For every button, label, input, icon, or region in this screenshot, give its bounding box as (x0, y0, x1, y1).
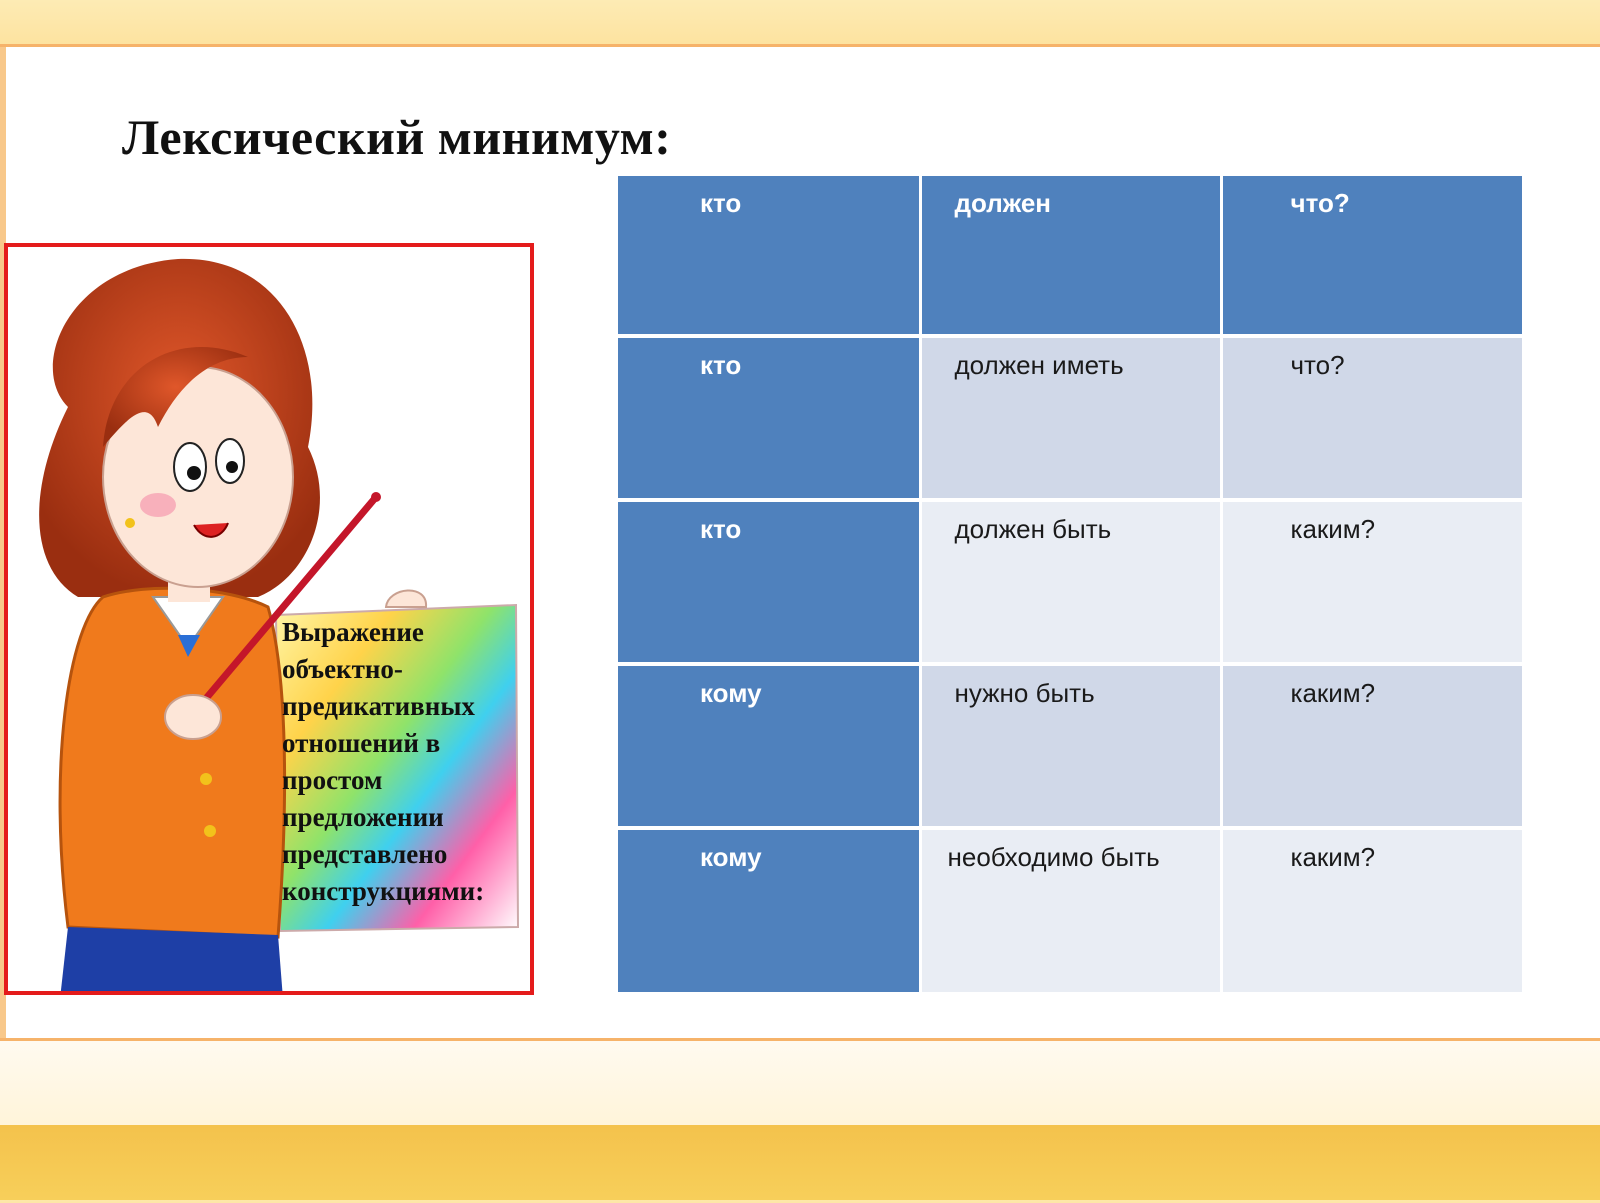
table-cell: кому (618, 828, 920, 992)
poster-line: предложении (282, 802, 444, 832)
table-cell: каким? (1221, 828, 1522, 992)
poster-line: отношений в (282, 728, 441, 758)
poster-line: конструкциями: (282, 876, 485, 906)
poster-line: простом (282, 765, 383, 795)
poster-line: предикативных (282, 691, 475, 721)
table-cell: нужно быть (920, 664, 1221, 828)
table-row (618, 336, 1522, 500)
table-row (618, 176, 1522, 336)
poster-line: объектно- (282, 654, 403, 684)
table-cell: что? (1221, 176, 1522, 336)
table-cell: что? (1221, 336, 1522, 500)
table-cell: должен быть (920, 500, 1221, 664)
table-cell: должен (920, 176, 1221, 336)
poster-line: Выражение (282, 617, 424, 647)
table-cell: кто (618, 336, 920, 500)
table-cell: кто (618, 500, 920, 664)
table-cell: каким? (1221, 664, 1522, 828)
poster-text (282, 614, 512, 910)
table-cell: необходимо быть (920, 828, 1221, 992)
table-cell: кто (618, 176, 920, 336)
bottom-decor-strip (0, 1125, 1600, 1200)
table-cell: должен иметь (920, 336, 1221, 500)
poster-line: представлено (282, 839, 448, 869)
slide-title: Лексический минимум: (122, 109, 672, 165)
lexical-minimum-table (618, 176, 1522, 992)
table-row (618, 500, 1522, 664)
table-cell: кому (618, 664, 920, 828)
top-decor-band (0, 0, 1600, 47)
table-row (618, 828, 1522, 992)
table-row (618, 664, 1522, 828)
table-cell: каким? (1221, 500, 1522, 664)
